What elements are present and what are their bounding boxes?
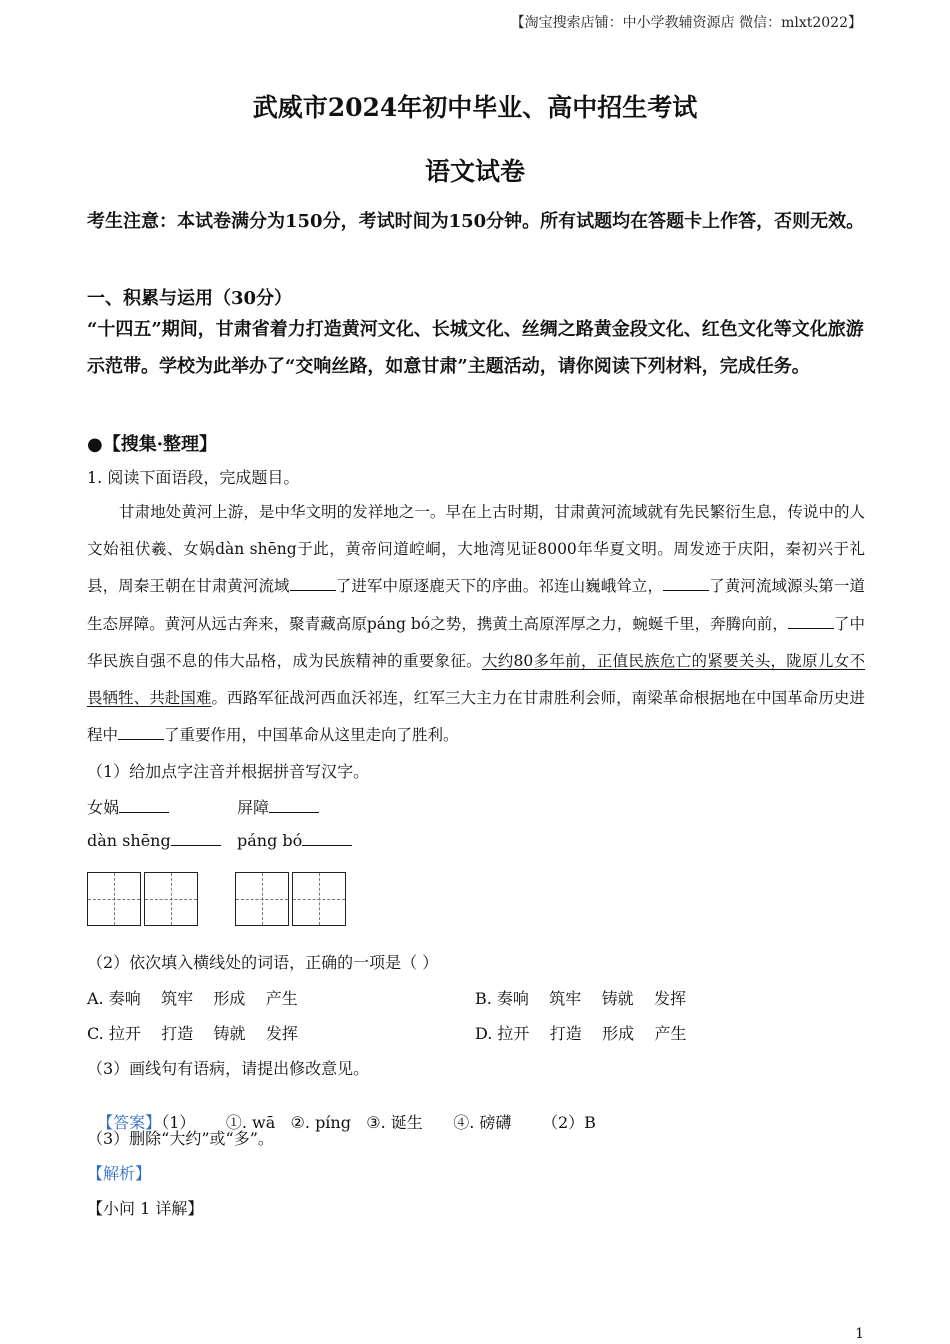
underlined-sentence: 大约80多年前，正值民族危亡的紧要关头，陇原儿女不畏牺牲、共赴国难 bbox=[87, 651, 865, 708]
blank-2 bbox=[663, 578, 709, 591]
writing-grid-box bbox=[235, 872, 289, 926]
answer-text: （1） ①. wā ②. píng ③. 诞生 ④. 磅礴 （2）B bbox=[161, 1113, 596, 1132]
answer-line-2: （3）删除“大约”或“多”。 bbox=[87, 1129, 274, 1148]
passage-text: 了黄河流域源头第一道生态屏障。黄河从远古奔来，聚青藏高原páng bó之势，携黄土高原浑厚之力，蜿蜒千里，奔腾向前， bbox=[87, 577, 865, 633]
option-a: A. 奏响 筑牢 形成 产生 bbox=[87, 989, 298, 1008]
subsection-heading: ●【搜集·整理】 bbox=[87, 434, 217, 455]
option-d: D. 拉开 打造 形成 产生 bbox=[475, 1024, 687, 1043]
exam-notice: 考生注意：本试卷满分为150分，考试时间为150分钟。所有试题均在答题卡上作答，否则无效。 bbox=[87, 211, 865, 232]
detail-label: 【小问 1 详解】 bbox=[87, 1199, 204, 1218]
passage-text: 了重要作用，中国革命从这里走向了胜利。 bbox=[164, 726, 459, 745]
analysis-label: 【解析】 bbox=[87, 1164, 152, 1183]
blank-4 bbox=[118, 727, 164, 740]
pinyin-word: 屏障 bbox=[237, 798, 270, 817]
answer-label: 【答案】 bbox=[97, 1113, 162, 1132]
answer-blank bbox=[119, 800, 169, 813]
question-1-3: （3）画线句有语病，请提出修改意见。 bbox=[87, 1059, 370, 1078]
pinyin-item-nuwa bbox=[87, 795, 169, 818]
answer-blank bbox=[269, 800, 319, 813]
question-1-1: （1）给加点字注音并根据拼音写汉字。 bbox=[87, 762, 370, 781]
section-intro: “十四五”期间，甘肃省着力打造黄河文化、长城文化、丝绸之路黄金段文化、红色文化等文化旅游示范带。学校为此举办了“交响丝路，如意甘肃”主题活动，请你阅读下列材料，完成任务。 bbox=[87, 319, 864, 377]
pinyin-item-pangbo bbox=[237, 831, 352, 850]
section-heading: 一、积累与运用（30分） bbox=[87, 288, 293, 309]
option-b: B. 奏响 筑牢 铸就 发挥 bbox=[475, 989, 686, 1008]
reading-passage bbox=[87, 494, 865, 754]
pinyin-word: 女娲 bbox=[87, 798, 120, 817]
passage-text: 了进军中原逐鹿天下的序曲。祁连山巍峨耸立， bbox=[335, 577, 664, 596]
exam-subtitle: 语文试卷 bbox=[424, 157, 525, 186]
pinyin-word: dàn shēng bbox=[87, 831, 171, 850]
header-note: 【淘宝搜索店铺：中小学教辅资源店 微信：mlxt2022】 bbox=[510, 15, 862, 31]
answer-blank bbox=[171, 833, 221, 846]
passage-text: 甘肃地处黄河上游，是中华文明的发祥地之一。早在上古时期，甘肃黄河流域就有先民繁衍生息，传说中的人文始祖伏羲、女娲dàn shēng于此，黄帝问道崆峒，大地湾见证8000年华夏文明。周发迹于庆阳，秦初兴于礼县，周秦王朝在甘肃黄河流域 bbox=[87, 503, 865, 596]
blank-3 bbox=[788, 616, 834, 629]
question-1-2: （2）依次填入横线处的词语，正确的一项是（ ） bbox=[87, 953, 439, 972]
pinyin-item-dansheng bbox=[87, 831, 221, 850]
pinyin-word: páng bó bbox=[237, 831, 303, 850]
pinyin-item-pingzhang bbox=[237, 795, 319, 818]
passage-text: 了中华民族自强不息的伟大品格，成为民族精神的重要象征。 bbox=[87, 614, 865, 670]
answer-blank bbox=[302, 833, 352, 846]
question-1-stem: 1. 阅读下面语段，完成题目。 bbox=[87, 468, 300, 487]
exam-title: 武威市2024年初中毕业、高中招生考试 bbox=[252, 93, 698, 122]
writing-grid-box bbox=[292, 872, 346, 926]
writing-grid-box bbox=[144, 872, 198, 926]
option-c: C. 拉开 打造 铸就 发挥 bbox=[87, 1024, 298, 1043]
blank-1 bbox=[290, 578, 336, 591]
page-number: 1 bbox=[855, 1326, 864, 1342]
writing-grid-box bbox=[87, 872, 141, 926]
passage-text: 。西路军征战河西血沃祁连，红军三大主力在甘肃胜利会师，南梁革命根据地在中国革命历史进程中 bbox=[87, 689, 865, 745]
